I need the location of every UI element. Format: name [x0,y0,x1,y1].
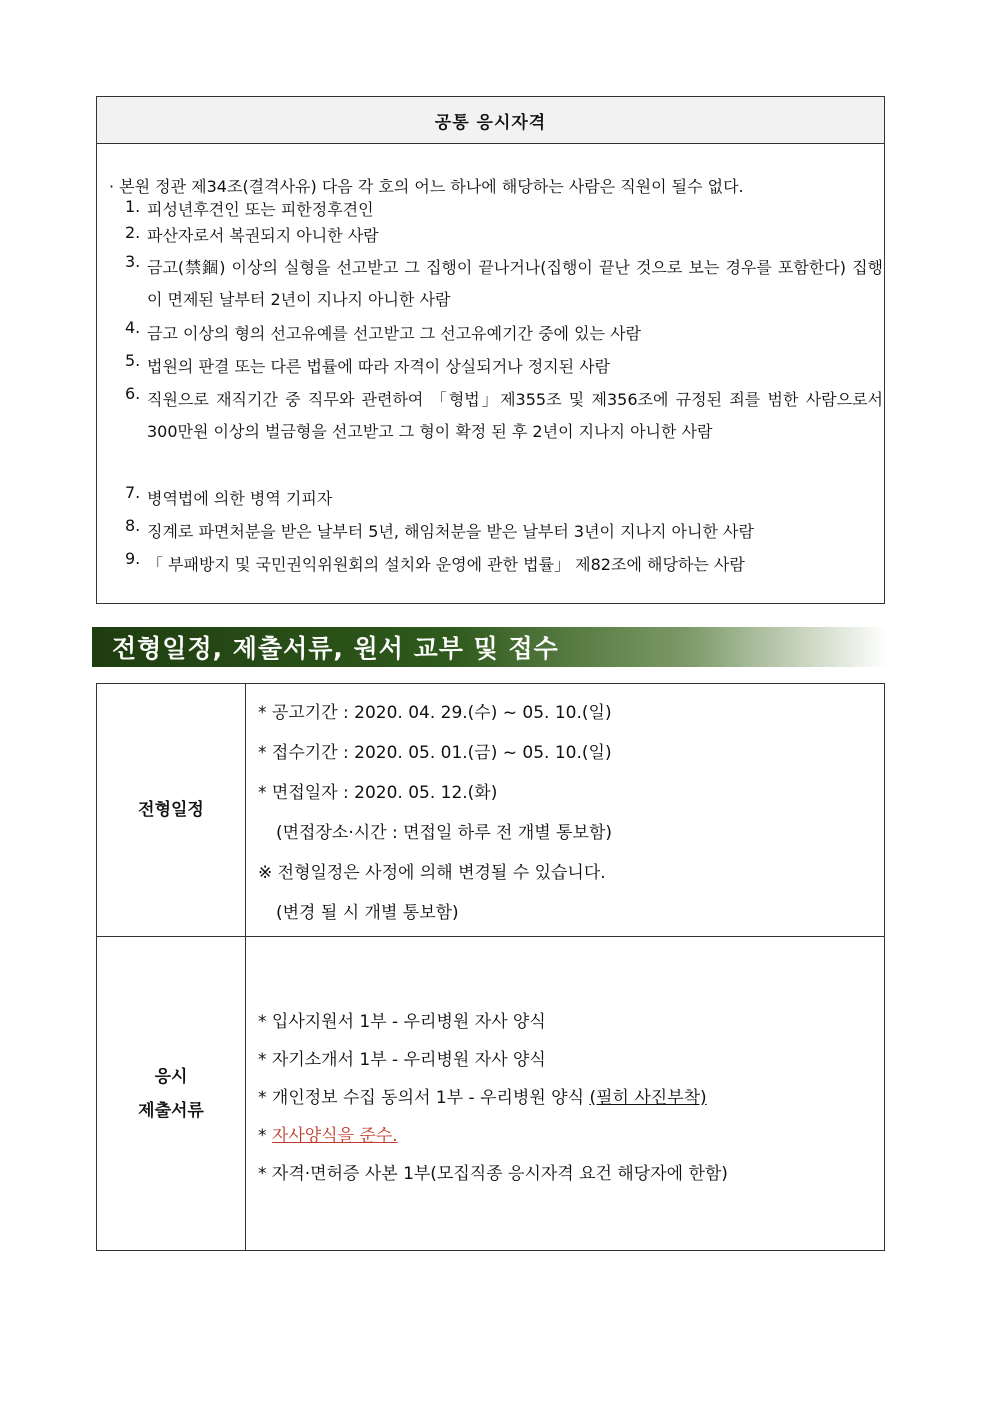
section-title: 전형일정, 제출서류, 원서 교부 및 접수 [112,634,559,663]
documents-label [97,937,246,1250]
item-number: 6. [125,384,141,403]
table-row [97,937,884,1250]
item-text: 직원으로 재직기간 중 직무와 관련하여 「형법」제355조 및 제356조에 규정된 죄를 범한 사람으로서 300만원 이상의 벌금형을 선고받고 그 형이 확정 된 후 2년이 지나지 아니한 사람 [147,390,883,441]
qualification-title: 공통 응시자격 [97,97,884,144]
list-item [125,318,883,350]
document-line-note: (필히 사진부착) [589,1088,707,1108]
schedule-line: * 공고기간 : 2020. 04. 29.(수) ~ 05. 10.(일) [258,703,612,723]
document-line-star: * [258,1126,272,1146]
documents-label-line1: 응시 [154,1066,188,1087]
list-item [125,384,883,448]
item-number: 9. [125,549,141,568]
item-text: 금고 이상의 형의 선고유예를 선고받고 그 선고유예기간 중에 있는 사람 [147,324,641,343]
document-line: * 입사지원서 1부 - 우리병원 자사 양식 [258,1012,546,1032]
schedule-line: * 접수기간 : 2020. 05. 01.(금) ~ 05. 10.(일) [258,743,612,763]
item-number: 7. [125,483,141,502]
item-number: 5. [125,351,141,370]
document-line: * 자기소개서 1부 - 우리병원 자사 양식 [258,1050,546,1070]
schedule-line: (면접장소·시간 : 면접일 하루 전 개별 통보함) [276,823,612,843]
item-text: 법원의 판결 또는 다른 법률에 따라 자격이 상실되거나 정지된 사람 [147,357,611,376]
schedule-label-text: 전형일정 [138,800,204,820]
item-text: 피성년후견인 또는 피한정후견인 [147,200,374,219]
schedule-line: (변경 될 시 개별 통보함) [276,903,459,923]
document-line-emphasis: 자사양식을 준수. [271,1126,398,1146]
item-text: 파산자로서 복권되지 아니한 사람 [147,226,379,245]
schedule-documents-table [96,683,885,1251]
item-number: 4. [125,318,141,337]
table-row [97,684,884,937]
list-item [125,197,883,223]
item-number: 3. [125,252,141,271]
list-item [125,223,883,249]
item-text: 병역법에 의한 병역 기피자 [147,489,333,508]
schedule-line: ※ 전형일정은 사정에 의해 변경될 수 있습니다. [258,863,606,883]
list-item [125,483,883,515]
item-text: 금고(禁錮) 이상의 실형을 선고받고 그 집행이 끝나거나(집행이 끝난 것으로 보는 경우를 포함한다) 집행이 면제된 날부터 2년이 지나지 아니한 사람 [147,258,883,309]
schedule-content [246,684,884,936]
item-number: 2. [125,223,141,242]
document-line [258,1121,398,1146]
item-text: 「 부패방지 및 국민권익위원회의 설치와 운영에 관한 법률」 제82조에 해당하는 사람 [147,555,745,574]
list-item [125,351,883,383]
documents-label-line2: 제출서류 [138,1100,204,1121]
list-item [125,252,883,316]
documents-content [246,937,884,1250]
item-number: 8. [125,516,141,535]
document-line [258,1083,707,1108]
item-number: 1. [125,197,141,216]
qualification-intro: · 본원 정관 제34조(결격사유) 다음 각 호의 어느 하나에 해당하는 사람은 직원이 될수 없다. [109,177,744,196]
section-banner [92,627,887,667]
list-item [125,549,883,581]
list-item [125,516,883,548]
schedule-label [97,684,246,936]
document-line: * 자격·면허증 사본 1부(모집직종 응시자격 요건 해당자에 한함) [258,1164,728,1184]
qualification-box [96,96,885,604]
document-line-main: * 개인정보 수집 동의서 1부 - 우리병원 양식 [258,1088,590,1108]
schedule-line: * 면접일자 : 2020. 05. 12.(화) [258,783,498,803]
item-text: 징계로 파면처분을 받은 날부터 5년, 해임처분을 받은 날부터 3년이 지나지 아니한 사람 [147,522,754,541]
